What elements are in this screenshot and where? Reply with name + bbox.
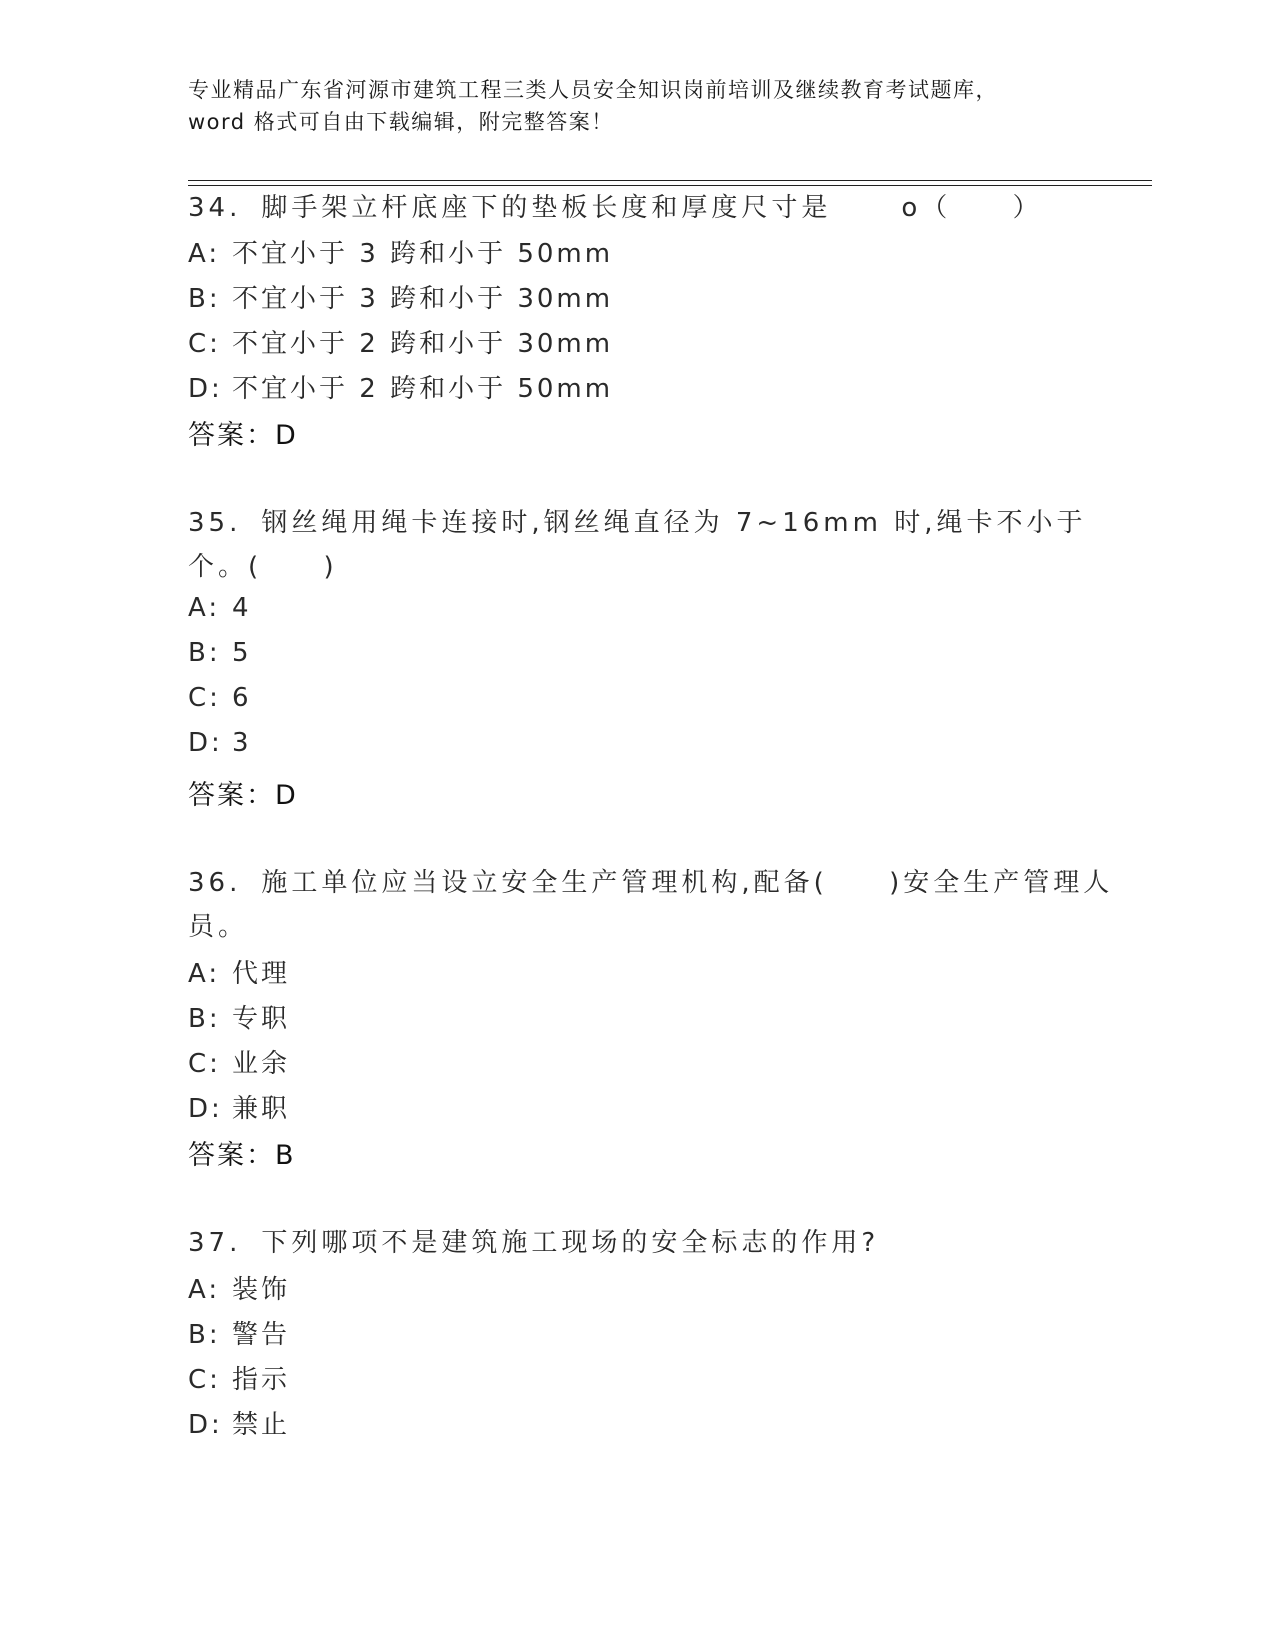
option-letter: C: xyxy=(188,329,221,359)
question-number: 37. xyxy=(188,1228,242,1258)
question-text: 脚手架立杆底座下的垫板长度和厚度尺寸是 xyxy=(261,193,832,223)
option-text: 兼职 xyxy=(232,1094,291,1124)
question-text: 钢丝绳用绳卡连接时,钢丝绳直径为 7~16mm 时,绳卡不小于 xyxy=(261,508,1087,538)
option-letter: C: xyxy=(188,683,221,713)
question-37-text xyxy=(188,1221,879,1265)
question-number: 35. xyxy=(188,508,242,538)
answer-34: 答案：D xyxy=(188,420,298,451)
option-letter: B: xyxy=(188,1320,221,1350)
option-a xyxy=(188,953,290,990)
header-line-1: 专业精品广东省河源市建筑工程三类人员安全知识岗前培训及继续教育考试题库， xyxy=(188,78,998,102)
option-d xyxy=(188,728,252,758)
question-text: 施工单位应当设立安全生产管理机构,配备( )安全生产管理人 xyxy=(261,868,1114,898)
option-letter: D: xyxy=(188,1410,223,1440)
question-36-text-line2: 员。 xyxy=(188,912,249,942)
option-text: 禁止 xyxy=(232,1410,291,1440)
option-a xyxy=(188,593,252,623)
option-text: 指示 xyxy=(232,1365,291,1395)
option-b xyxy=(188,1314,290,1351)
option-text: 业余 xyxy=(232,1049,291,1079)
option-b xyxy=(188,278,613,315)
question-number: 36. xyxy=(188,868,242,898)
option-c xyxy=(188,1359,290,1396)
document-header xyxy=(188,74,1088,138)
question-text: 下列哪项不是建筑施工现场的安全标志的作用? xyxy=(261,1228,880,1258)
option-letter: D: xyxy=(188,1094,223,1124)
question-34-text xyxy=(188,186,1043,230)
option-d xyxy=(188,1088,290,1125)
question-35-text-line2: 个。( ) xyxy=(188,552,338,582)
option-text: 5 xyxy=(232,638,252,668)
header-divider-top xyxy=(188,180,1152,181)
option-c xyxy=(188,1043,290,1080)
option-c xyxy=(188,683,252,713)
option-text: 不宜小于 3 跨和小于 30mm xyxy=(232,284,614,314)
option-text: 3 xyxy=(232,728,252,758)
question-36-text xyxy=(188,861,1113,905)
option-letter: A: xyxy=(188,1275,221,1305)
option-letter: B: xyxy=(188,284,221,314)
option-text: 不宜小于 3 跨和小于 50mm xyxy=(232,239,614,269)
option-letter: C: xyxy=(188,1049,221,1079)
option-letter: D: xyxy=(188,728,223,758)
option-b xyxy=(188,998,290,1035)
option-text: 不宜小于 2 跨和小于 30mm xyxy=(232,329,614,359)
option-letter: A: xyxy=(188,239,221,269)
option-text: 4 xyxy=(232,593,252,623)
option-text: 6 xyxy=(232,683,252,713)
option-b xyxy=(188,638,252,668)
option-text: 不宜小于 2 跨和小于 50mm xyxy=(232,374,614,404)
option-d xyxy=(188,1404,290,1441)
answer-36: 答案：B xyxy=(188,1140,296,1171)
option-a xyxy=(188,1269,290,1306)
option-text: 代理 xyxy=(232,959,291,989)
question-text-tail: o（ ） xyxy=(901,193,1043,223)
answer-35: 答案：D xyxy=(188,780,298,811)
option-letter: A: xyxy=(188,593,221,623)
option-letter: A: xyxy=(188,959,221,989)
option-letter: C: xyxy=(188,1365,221,1395)
option-letter: D: xyxy=(188,374,223,404)
question-number: 34. xyxy=(188,193,242,223)
option-c xyxy=(188,323,613,360)
option-letter: B: xyxy=(188,1004,221,1034)
option-text: 装饰 xyxy=(232,1275,291,1305)
option-text: 警告 xyxy=(232,1320,291,1350)
option-a xyxy=(188,233,613,270)
option-text: 专职 xyxy=(232,1004,291,1034)
option-letter: B: xyxy=(188,638,221,668)
header-line-2: word 格式可自由下载编辑，附完整答案！ xyxy=(188,110,614,134)
option-d xyxy=(188,368,613,405)
question-35-text xyxy=(188,501,1086,545)
